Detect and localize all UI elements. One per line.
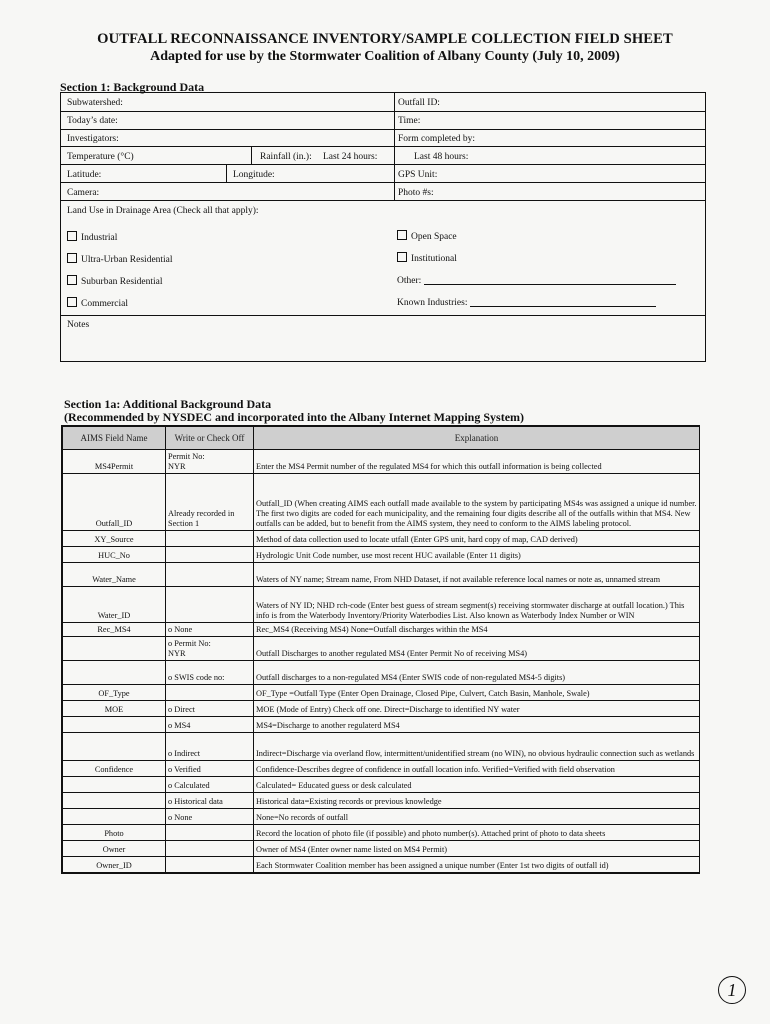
write-or-check-cell[interactable]: o MS4 [166, 717, 254, 733]
form-row [61, 111, 705, 130]
explanation-cell: Enter the MS4 Permit number of the regulated MS4 for which this outfall information is being collected [254, 450, 700, 474]
write-or-check-cell[interactable] [166, 841, 254, 857]
subwatershed-field[interactable]: Subwatershed: [67, 98, 123, 108]
aims-field-name-cell [63, 733, 166, 761]
table-row [63, 531, 700, 547]
known-industries-underline[interactable] [470, 297, 656, 307]
rainfall-label: Rainfall (in.): [260, 152, 312, 162]
write-or-check-cell[interactable]: o None [166, 623, 254, 637]
land-use-industrial[interactable] [67, 231, 117, 243]
write-or-check-cell[interactable] [166, 563, 254, 587]
checkbox-icon[interactable] [67, 253, 77, 263]
explanation-cell: Waters of NY ID; NHD rch-code (Enter best guess of stream segment(s) receiving stormwater discharge at outfall location.) This info is from the Waterbody Inventory/Priority Waterbodies List. Also known as Waterbody Index Number or WIN [254, 587, 700, 623]
write-or-check-cell[interactable]: o Calculated [166, 777, 254, 793]
form-row [61, 182, 705, 201]
table-row [63, 777, 700, 793]
aims-field-name-cell [63, 809, 166, 825]
aims-field-name-cell: Water_ID [63, 587, 166, 623]
write-or-check-cell[interactable] [166, 547, 254, 563]
explanation-cell: MS4=Discharge to another regulaterd MS4 [254, 717, 700, 733]
table-row [63, 825, 700, 841]
table-row [63, 793, 700, 809]
write-or-check-cell[interactable]: o Historical data [166, 793, 254, 809]
land-use-label: Institutional [411, 254, 457, 264]
time-field[interactable]: Time: [398, 116, 421, 126]
camera-field[interactable]: Camera: [67, 188, 100, 198]
page-subtitle: Adapted for use by the Stormwater Coalition of Albany County (July 10, 2009) [150, 49, 620, 64]
land-use-label: Land Use in Drainage Area (Check all that apply): [67, 206, 259, 216]
aims-field-name-cell: Outfall_ID [63, 474, 166, 531]
explanation-cell: Calculated= Educated guess or desk calculated [254, 777, 700, 793]
explanation-cell: Rec_MS4 (Receiving MS4) None=Outfall discharges within the MS4 [254, 623, 700, 637]
table-row [63, 857, 700, 873]
aims-field-name-cell: HUC_No [63, 547, 166, 563]
form-row [61, 129, 705, 147]
aims-field-name-cell [63, 777, 166, 793]
explanation-cell: Indirect=Discharge via overland flow, intermittent/unidentified stream (no WIN), no obvious hydraulic connection such as wetlands [254, 733, 700, 761]
checkbox-icon[interactable] [67, 275, 77, 285]
aims-field-name-cell [63, 637, 166, 661]
land-use-ultra-urban[interactable] [67, 253, 173, 265]
checkbox-icon[interactable] [67, 297, 77, 307]
checkbox-icon[interactable] [67, 231, 77, 241]
table-row [63, 761, 700, 777]
write-or-check-cell[interactable] [166, 531, 254, 547]
explanation-cell: None=No records of outfall [254, 809, 700, 825]
explanation-cell: Confidence-Describes degree of confidence in outfall location info. Verified=Verified with field observation [254, 761, 700, 777]
land-use-label: Commercial [81, 299, 128, 309]
column-header: Write or Check Off [166, 427, 254, 450]
explanation-cell: OF_Type =Outfall Type (Enter Open Drainage, Closed Pipe, Culvert, Catch Basin, Manhole, Swale) [254, 685, 700, 701]
write-or-check-cell[interactable]: o Verified [166, 761, 254, 777]
aims-field-name-cell: Water_Name [63, 563, 166, 587]
page-number: 1 [718, 976, 746, 1004]
last-48-hours-field[interactable]: Last 48 hours: [414, 152, 469, 162]
aims-field-name-cell: Owner_ID [63, 857, 166, 873]
write-or-check-cell[interactable]: Already recorded in Section 1 [166, 474, 254, 531]
write-or-check-cell[interactable]: o SWIS code no: [166, 661, 254, 685]
land-use-label: Open Space [411, 232, 457, 242]
date-field[interactable]: Today’s date: [67, 116, 118, 126]
land-use-open-space[interactable] [397, 230, 457, 242]
table-row [63, 474, 700, 531]
form-completed-by-field[interactable]: Form completed by: [398, 134, 476, 144]
table-row [63, 547, 700, 563]
form-row [61, 93, 705, 112]
aims-field-name-cell: XY_Source [63, 531, 166, 547]
aims-field-name-cell [63, 717, 166, 733]
section1-heading: Section 1: Background Data [60, 80, 205, 94]
other-underline[interactable] [424, 275, 676, 285]
table-row [63, 661, 700, 685]
aims-field-name-cell: Owner [63, 841, 166, 857]
explanation-cell: MOE (Mode of Entry) Check off one. Direct=Discharge to identified NY water [254, 701, 700, 717]
explanation-cell: Record the location of photo file (if possible) and photo number(s). Attached print of photo to data sheets [254, 825, 700, 841]
write-or-check-cell[interactable] [166, 857, 254, 873]
write-or-check-cell[interactable]: o Direct [166, 701, 254, 717]
last-24-hours-field[interactable]: Last 24 hours: [323, 152, 378, 162]
checkbox-icon[interactable] [397, 252, 407, 262]
table-row [63, 717, 700, 733]
aims-field-name-cell: Confidence [63, 761, 166, 777]
latitude-field[interactable]: Latitude: [67, 170, 102, 180]
aims-field-name-cell: MS4Permit [63, 450, 166, 474]
notes-field[interactable]: Notes [67, 320, 90, 330]
aims-field-name-cell: MOE [63, 701, 166, 717]
explanation-cell: Outfall Discharges to another regulated MS4 (Enter Permit No of receiving MS4) [254, 637, 700, 661]
investigators-field[interactable]: Investigators: [67, 134, 119, 144]
explanation-cell: Outfall_ID (When creating AIMS each outfall made available to the system by participating MS4s was assigned a unique id number. The first two digits are coded for each municipality, and the remaining four digits describe all of the outfalls within that MS4. New outfalls can be added, but to benefit from the AIMS system, they need to conform to the AIMS labeling protocol. [254, 474, 700, 531]
explanation-cell: Waters of NY name; Stream name, From NHD Dataset, if not available reference local names or note as, unnamed stream [254, 563, 700, 587]
table-row [63, 841, 700, 857]
explanation-cell: Method of data collection used to locate utfall (Enter GPS unit, hard copy of map, CAD derived) [254, 531, 700, 547]
table-row [63, 587, 700, 623]
land-use-label: Industrial [81, 233, 118, 243]
form-row [61, 146, 705, 165]
table-row [63, 733, 700, 761]
table-row [63, 563, 700, 587]
table-row [63, 450, 700, 474]
explanation-cell: Hydrologic Unit Code number, use most recent HUC available (Enter 11 digits) [254, 547, 700, 563]
table-row [63, 623, 700, 637]
table-row [63, 637, 700, 661]
page-title: OUTFALL RECONNAISSANCE INVENTORY/SAMPLE COLLECTION FIELD SHEET [97, 31, 673, 47]
column-header: Explanation [254, 427, 700, 450]
aims-field-name-cell: Photo [63, 825, 166, 841]
write-or-check-cell[interactable]: o Permit No: NYR [166, 637, 254, 661]
land-use-commercial[interactable] [67, 297, 128, 309]
gps-unit-field[interactable]: GPS Unit: [398, 170, 438, 180]
longitude-field[interactable]: Longitude: [233, 170, 275, 180]
section1a-subheading: (Recommended by NYSDEC and incorporated into the Albany Internet Mapping System) [64, 410, 525, 424]
outfall-id-field[interactable]: Outfall ID: [398, 98, 440, 108]
explanation-cell: Outfall discharges to a non-regulated MS4 (Enter SWIS code of non-regulated MS4-5 digits) [254, 661, 700, 685]
checkbox-icon[interactable] [397, 230, 407, 240]
aims-field-name-cell: Rec_MS4 [63, 623, 166, 637]
form-row [61, 164, 705, 183]
known-industries-field[interactable] [397, 297, 656, 308]
section1a-heading: Section 1a: Additional Background Data [64, 397, 272, 411]
column-header: AIMS Field Name [63, 427, 166, 450]
explanation-cell: Each Stormwater Coalition member has been assigned a unique number (Enter 1st two digits of outfall id) [254, 857, 700, 873]
table-row [63, 701, 700, 717]
write-or-check-cell[interactable] [166, 587, 254, 623]
other-label: Other: [397, 276, 422, 286]
aims-field-name-cell [63, 661, 166, 685]
write-or-check-cell[interactable]: o None [166, 809, 254, 825]
explanation-cell: Owner of MS4 (Enter owner name listed on MS4 Permit) [254, 841, 700, 857]
explanation-cell: Historical data=Existing records or previous knowledge [254, 793, 700, 809]
temperature-field[interactable]: Temperature (°C) [67, 152, 134, 162]
write-or-check-cell[interactable]: o Indirect [166, 733, 254, 761]
other-field[interactable] [397, 275, 676, 286]
land-use-label: Suburban Residential [81, 277, 163, 287]
land-use-institutional[interactable] [397, 252, 457, 264]
aims-fields-table [61, 425, 700, 874]
background-data-form [60, 92, 706, 362]
aims-field-name-cell: OF_Type [63, 685, 166, 701]
write-or-check-cell[interactable] [166, 685, 254, 701]
land-use-suburban[interactable] [67, 275, 163, 287]
land-use-label: Ultra-Urban Residential [81, 255, 173, 265]
write-or-check-cell[interactable]: Permit No: NYR [166, 450, 254, 474]
aims-field-name-cell [63, 793, 166, 809]
table-row [63, 685, 700, 701]
known-industries-label: Known Industries: [397, 298, 468, 308]
table-row [63, 809, 700, 825]
write-or-check-cell[interactable] [166, 825, 254, 841]
photo-numbers-field[interactable]: Photo #s: [398, 188, 434, 198]
